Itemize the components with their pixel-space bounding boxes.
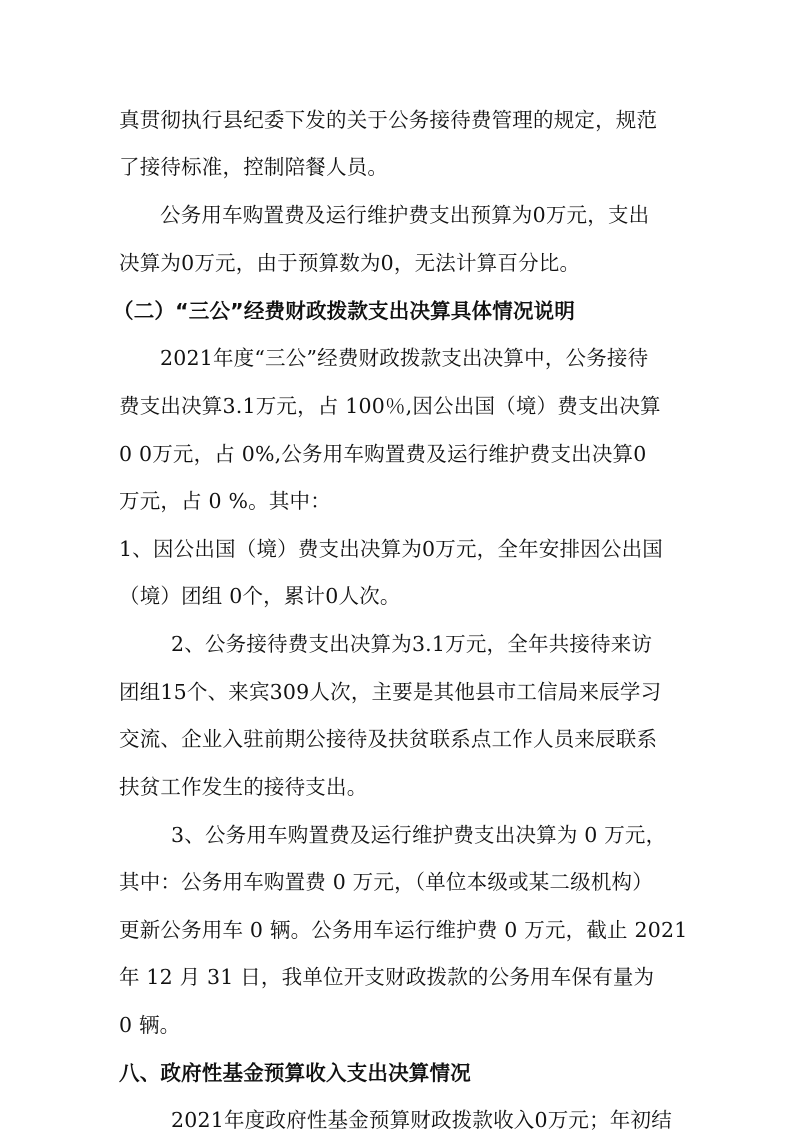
- text-line: 其中：公务用车购置费 0 万元，（单位本级或某二级机构）: [119, 870, 653, 894]
- text-line: 更新公务用车 0 辆。公务用车运行维护费 0 万元，截止 2021: [119, 918, 688, 942]
- text-line: 决算为0万元，由于预算数为0，无法计算百分比。: [119, 251, 581, 275]
- text-line: 公务用车购置费及运行维护费支出预算为0万元，支出: [160, 203, 650, 227]
- text-line: 3、公务用车购置费及运行维护费支出决算为 0 万元，: [171, 823, 667, 847]
- text-line: 费支出决算3.1万元，占 100％,因公出国（境）费支出决算: [119, 394, 661, 418]
- text-line: 团组15个、来宾309人次，主要是其他县市工信局来辰学习: [119, 680, 662, 704]
- text-line: 2021年度政府性基金预算财政拨款收入0万元；年初结: [171, 1108, 672, 1132]
- text-line: 扶贫工作发生的接待支出。: [119, 775, 368, 799]
- text-line: 2、公务接待费支出决算为3.1万元，全年共接待来访: [171, 632, 653, 656]
- text-line: 0 辆。: [119, 1013, 181, 1037]
- text-line: （境）团组 0个，累计0人次。: [119, 584, 401, 608]
- text-line: 真贯彻执行县纪委下发的关于公务接待费管理的规定，规范: [119, 108, 658, 132]
- text-line: 交流、企业入驻前期公接待及扶贫联系点工作人员来辰联系: [119, 727, 658, 751]
- text-line: 年 12 月 31 日，我单位开支财政拨款的公务用车保有量为: [119, 965, 655, 989]
- section-heading: （二）“三公”经费财政拨款支出决算具体情况说明: [113, 299, 576, 323]
- text-line: 万元，占 0 %。其中：: [119, 489, 331, 513]
- text-line: 1、因公出国（境）费支出决算为0万元，全年安排因公出国: [119, 537, 663, 561]
- text-line: 0 0万元，占 0%,公务用车购置费及运行维护费支出决算0: [119, 442, 647, 466]
- text-line: 了接待标准，控制陪餐人员。: [119, 155, 389, 179]
- section-heading: 八、政府性基金预算收入支出决算情况: [119, 1061, 471, 1085]
- text-line: 2021年度“三公”经费财政拨款支出决算中，公务接待: [160, 346, 649, 370]
